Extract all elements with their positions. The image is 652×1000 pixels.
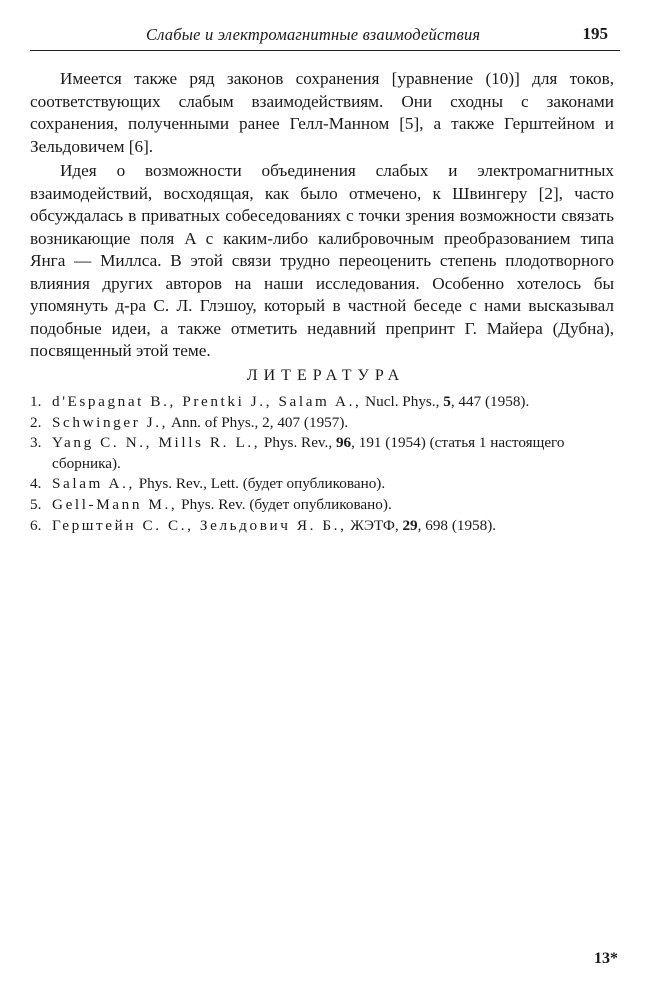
reference-number: 5.: [30, 495, 42, 513]
paragraph: Идея о возможности объединения слабых и электромагнитных взаимодействий, восходящая, как было отмечено, к Швингеру [2], часто обсуждалась в приватных собеседованиях с точки зрения возможности связать возникающие поля A с каким-либо калибровочным преобразованием типа Янга — Миллса. В этой связи трудно переоценить степень плодотворного влияния других авторов на наши исследования. Особенно хотелось бы упомянуть д-ра С. Л. Глэшоу, который в частной беседе с нами высказывал подобные идеи, а также отметить недавний препринт Г. Майера (Дубна), посвященный этой теме.: [30, 161, 614, 360]
reference-tail: , 447 (1958).: [450, 393, 530, 410]
running-header: [30, 22, 620, 51]
reference-item: [30, 495, 618, 516]
reference-source: ЖЭТФ,: [346, 516, 403, 534]
reference-authors: Salam A.,: [52, 475, 135, 493]
reference-volume: 5: [443, 393, 451, 410]
reference-source: Phys. Rev., Lett. (будет опубликовано).: [134, 475, 386, 493]
reference-item: [30, 433, 618, 474]
reference-number: 4.: [30, 475, 42, 493]
page-number: 195: [582, 24, 608, 43]
running-title: Слабые и электромагнитные взаимодействия: [146, 25, 481, 44]
reference-authors: Yang C. N., Mills R. L.,: [52, 434, 261, 452]
reference-item: [30, 392, 618, 413]
reference-number: 3.: [30, 434, 42, 452]
reference-volume: 29: [402, 516, 418, 534]
reference-authors: Герштейн С. С., Зельдович Я. Б.,: [52, 516, 347, 534]
reference-authors: Gell-Mann M.,: [52, 495, 178, 513]
paragraph: Имеется также ряд законов сохранения [уравнение (10)] для токов, соответствующих слабым взаимодействиям. Они сходны с законами сохранения, полученными ранее Гелл-Манном [5], а также Герштейном и Зельдовичем [6].: [30, 69, 614, 156]
reference-source: Phys. Rev.,: [260, 434, 336, 452]
bibliography-heading: ЛИТЕРАТУРА: [246, 367, 406, 384]
reference-item: [30, 413, 618, 434]
reference-number: 6.: [30, 516, 42, 534]
reference-tail: , 698 (1958).: [417, 516, 497, 534]
reference-tail: , 191 (1954) (статья 1 настоящего сборника).: [52, 434, 565, 472]
reference-number: 2.: [30, 413, 42, 431]
reference-list: [30, 392, 618, 536]
reference-number: 1.: [30, 393, 42, 410]
reference-source: Nucl. Phys.,: [361, 393, 444, 410]
reference-authors: d'Espagnat B., Prentki J., Salam A.,: [52, 393, 362, 410]
reference-source: Phys. Rev. (будет опубликовано).: [177, 495, 392, 513]
signature-mark: 13*: [594, 950, 618, 967]
reference-source: Ann. of Phys., 2, 407 (1957).: [168, 413, 349, 431]
reference-item: [30, 474, 618, 495]
body-text: [30, 68, 614, 363]
reference-volume: 96: [335, 434, 352, 452]
reference-authors: Schwinger J.,: [52, 413, 169, 431]
reference-item: [30, 516, 618, 537]
